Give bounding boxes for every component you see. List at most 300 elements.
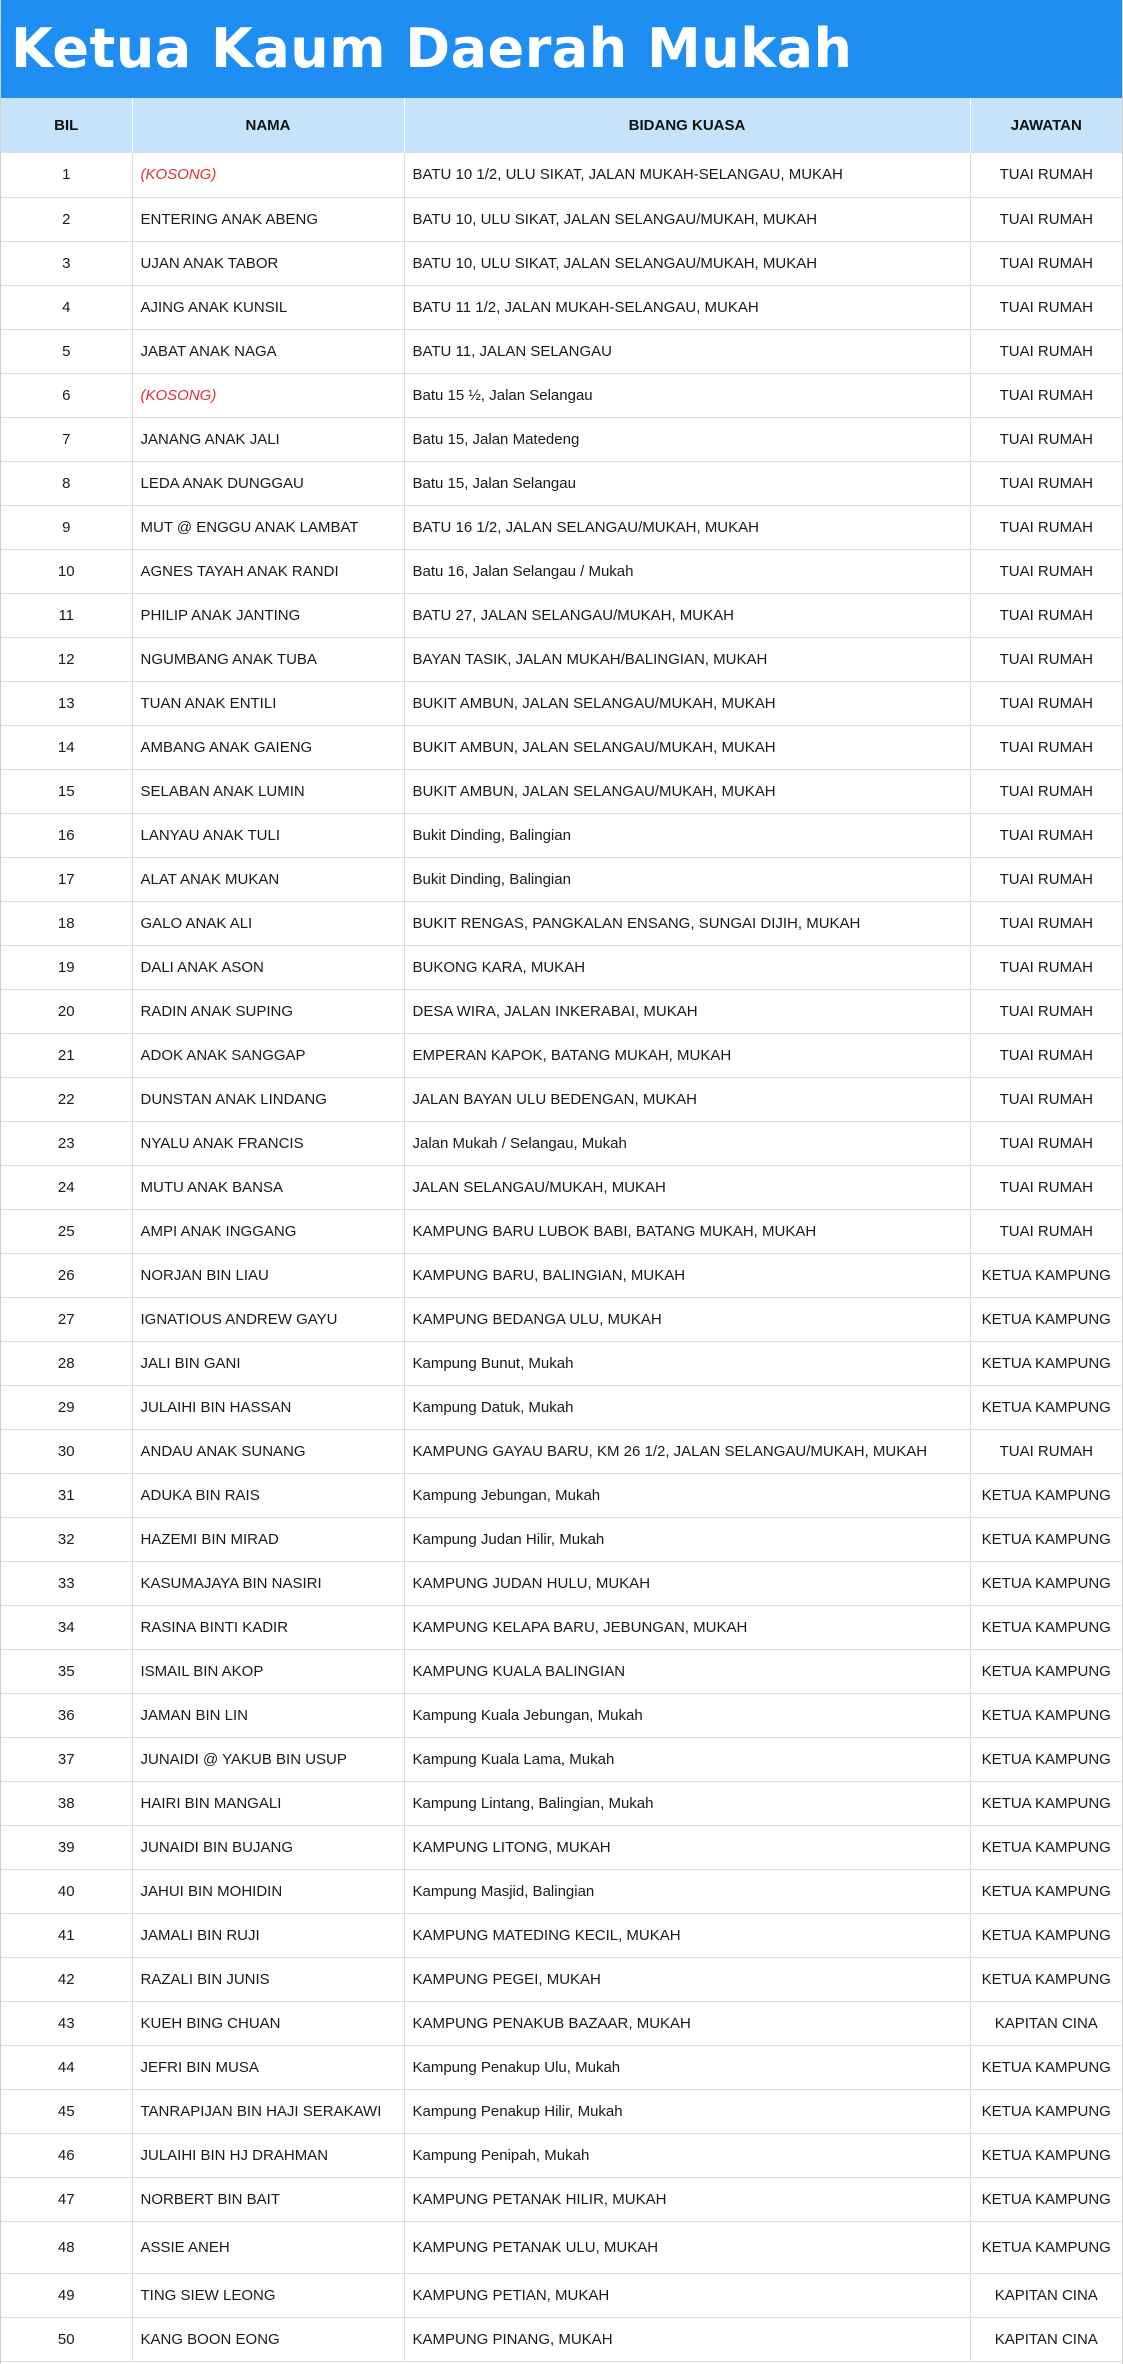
row-bil: [1, 725, 132, 769]
row-bidang-kuasa-text: KAMPUNG KUALA BALINGIAN: [412, 1662, 626, 1680]
row-jawatan-text: TUAI RUMAH: [999, 1134, 1093, 1152]
table-row: [1, 1473, 1122, 1517]
row-bil: [1, 1737, 132, 1781]
row-jawatan: [970, 2001, 1122, 2045]
row-bidang-kuasa: [404, 329, 970, 373]
row-bil-text: 33: [57, 1574, 75, 1592]
row-jawatan: [970, 725, 1122, 769]
row-bidang-kuasa-text: Kampung Kuala Lama, Mukah: [412, 1750, 615, 1768]
row-nama-text: NYALU ANAK FRANCIS: [140, 1134, 304, 1152]
row-bidang-kuasa-text: BATU 10 1/2, ULU SIKAT, JALAN MUKAH-SELANGAU, MUKAH: [412, 166, 843, 184]
table-row: [1, 769, 1122, 813]
row-bil-text: 38: [57, 1794, 75, 1812]
row-nama: [132, 1605, 404, 1649]
table-row: [1, 989, 1122, 1033]
row-bidang-kuasa: [404, 2045, 970, 2089]
row-bidang-kuasa: [404, 2317, 970, 2361]
row-bil-text: 22: [57, 1090, 75, 1108]
row-nama: [132, 2089, 404, 2133]
row-bil-text: 35: [57, 1662, 75, 1680]
row-bidang-kuasa-text: KAMPUNG PETANAK ULU, MUKAH: [412, 2238, 659, 2256]
header-row: [1, 98, 1122, 153]
row-jawatan-text: TUAI RUMAH: [999, 1002, 1093, 1020]
row-nama: [132, 2221, 404, 2273]
row-bil: [1, 1957, 132, 2001]
table-row: [1, 417, 1122, 461]
row-nama: [132, 1869, 404, 1913]
row-nama: [132, 1825, 404, 1869]
row-jawatan: [970, 505, 1122, 549]
row-jawatan-text: KETUA KAMPUNG: [981, 2238, 1111, 2256]
row-nama: [132, 153, 404, 197]
row-bidang-kuasa: [404, 1913, 970, 1957]
row-bil-text: 42: [57, 1970, 75, 1988]
row-bidang-kuasa: [404, 1957, 970, 2001]
row-jawatan-text: TUAI RUMAH: [999, 694, 1093, 712]
table-row: [1, 1737, 1122, 1781]
row-bidang-kuasa-text: BATU 10, ULU SIKAT, JALAN SELANGAU/MUKAH, MUKAH: [412, 210, 818, 228]
row-bil-text: 25: [57, 1222, 75, 1240]
row-bil: [1, 241, 132, 285]
row-jawatan: [970, 2221, 1122, 2273]
row-nama-text: DALI ANAK ASON: [140, 958, 264, 976]
row-bil-text: 26: [57, 1266, 75, 1284]
row-jawatan-text: TUAI RUMAH: [999, 342, 1093, 360]
row-jawatan-text: KAPITAN CINA: [994, 2286, 1098, 2304]
row-jawatan: [970, 1121, 1122, 1165]
row-bidang-kuasa-text: Kampung Lintang, Balingian, Mukah: [412, 1794, 654, 1812]
row-bidang-kuasa-text: Kampung Penakup Hilir, Mukah: [412, 2102, 623, 2120]
row-bidang-kuasa-text: KAMPUNG PINANG, MUKAH: [412, 2330, 613, 2348]
table-row: [1, 1033, 1122, 1077]
row-bil-text: 15: [57, 782, 75, 800]
row-bil: [1, 197, 132, 241]
row-bil-text: 39: [57, 1838, 75, 1856]
row-bil: [1, 1297, 132, 1341]
row-bil-text: 9: [62, 518, 71, 536]
row-bil: [1, 153, 132, 197]
row-nama-text: JUNAIDI @ YAKUB BIN USUP: [140, 1750, 347, 1768]
row-bil-text: 14: [57, 738, 75, 756]
row-nama: [132, 549, 404, 593]
row-nama: [132, 373, 404, 417]
row-bil-text: 30: [57, 1442, 75, 1460]
row-nama: [132, 1253, 404, 1297]
row-bidang-kuasa: [404, 2001, 970, 2045]
page-title: Ketua Kaum Daerah Mukah: [11, 17, 853, 80]
row-nama: [132, 329, 404, 373]
table-row: [1, 153, 1122, 197]
row-bidang-kuasa: [404, 2221, 970, 2273]
row-bidang-kuasa-text: Bukit Dinding, Balingian: [412, 870, 571, 888]
table-row: [1, 505, 1122, 549]
row-bidang-kuasa-text: BUKIT AMBUN, JALAN SELANGAU/MUKAH, MUKAH: [412, 694, 776, 712]
row-bil-text: 16: [57, 826, 75, 844]
table-row: [1, 1913, 1122, 1957]
row-jawatan: [970, 637, 1122, 681]
row-nama: [132, 1077, 404, 1121]
row-nama: [132, 1561, 404, 1605]
row-bidang-kuasa: [404, 1561, 970, 1605]
row-bil-text: 46: [57, 2146, 75, 2164]
row-nama-text: TING SIEW LEONG: [140, 2286, 276, 2304]
row-bidang-kuasa: [404, 1517, 970, 1561]
row-bil-text: 24: [57, 1178, 75, 1196]
row-bil: [1, 1605, 132, 1649]
row-nama-text: JALI BIN GANI: [140, 1354, 241, 1372]
row-nama-text: ISMAIL BIN AKOP: [140, 1662, 264, 1680]
row-bidang-kuasa-text: KAMPUNG PETANAK HILIR, MUKAH: [412, 2190, 667, 2208]
row-bidang-kuasa: [404, 1869, 970, 1913]
row-bil: [1, 1913, 132, 1957]
row-jawatan: [970, 1781, 1122, 1825]
row-bidang-kuasa: [404, 1209, 970, 1253]
row-jawatan-text: TUAI RUMAH: [999, 518, 1093, 536]
row-bil: [1, 1781, 132, 1825]
row-bil-text: 32: [57, 1530, 75, 1548]
row-nama-text: JULAIHI BIN HJ DRAHMAN: [140, 2146, 329, 2164]
row-bil-text: 27: [57, 1310, 75, 1328]
row-nama: [132, 461, 404, 505]
table-row: [1, 725, 1122, 769]
row-bil-text: 4: [62, 298, 71, 316]
row-jawatan-text: TUAI RUMAH: [999, 958, 1093, 976]
row-bil: [1, 681, 132, 725]
row-bil: [1, 813, 132, 857]
row-nama-text: KUEH BING CHUAN: [140, 2014, 281, 2032]
table-row: [1, 329, 1122, 373]
row-nama: [132, 813, 404, 857]
row-bil: [1, 1385, 132, 1429]
row-jawatan: [970, 461, 1122, 505]
row-jawatan: [970, 769, 1122, 813]
row-nama-text: JANANG ANAK JALI: [140, 430, 280, 448]
row-bidang-kuasa-text: Batu 15, Jalan Selangau: [412, 474, 576, 492]
row-jawatan: [970, 2045, 1122, 2089]
row-nama: [132, 945, 404, 989]
row-bidang-kuasa: [404, 681, 970, 725]
row-bidang-kuasa-text: JALAN BAYAN ULU BEDENGAN, MUKAH: [412, 1090, 698, 1108]
row-nama: [132, 285, 404, 329]
row-jawatan-text: KETUA KAMPUNG: [981, 1882, 1111, 1900]
row-bidang-kuasa: [404, 2133, 970, 2177]
leaders-table: [1, 98, 1122, 2362]
table-row: [1, 1077, 1122, 1121]
row-jawatan: [970, 417, 1122, 461]
row-bidang-kuasa: [404, 241, 970, 285]
row-jawatan: [970, 1869, 1122, 1913]
row-bil-text: 23: [57, 1134, 75, 1152]
row-nama-text: ADOK ANAK SANGGAP: [140, 1046, 306, 1064]
row-jawatan-text: KETUA KAMPUNG: [981, 1970, 1111, 1988]
row-bidang-kuasa: [404, 1385, 970, 1429]
row-bidang-kuasa-text: Jalan Mukah / Selangau, Mukah: [412, 1134, 627, 1152]
row-jawatan: [970, 945, 1122, 989]
table-row: [1, 1869, 1122, 1913]
row-bidang-kuasa-text: KAMPUNG JUDAN HULU, MUKAH: [412, 1574, 651, 1592]
row-nama: [132, 1473, 404, 1517]
row-bidang-kuasa: [404, 1825, 970, 1869]
row-nama: [132, 857, 404, 901]
row-bidang-kuasa: [404, 373, 970, 417]
row-nama: [132, 901, 404, 945]
row-jawatan: [970, 1165, 1122, 1209]
row-bidang-kuasa-text: KAMPUNG BEDANGA ULU, MUKAH: [412, 1310, 662, 1328]
row-nama-text: JAMAN BIN LIN: [140, 1706, 249, 1724]
row-nama-text: (KOSONG): [140, 166, 217, 184]
row-jawatan: [970, 1649, 1122, 1693]
row-bil-text: 44: [57, 2058, 75, 2076]
row-bil: [1, 1869, 132, 1913]
row-nama: [132, 1341, 404, 1385]
row-nama: [132, 2045, 404, 2089]
row-nama: [132, 1649, 404, 1693]
header-bil: BIL: [1, 98, 132, 153]
row-nama-text: ASSIE ANEH: [140, 2238, 230, 2256]
row-nama: [132, 2001, 404, 2045]
row-bil: [1, 1165, 132, 1209]
row-jawatan: [970, 901, 1122, 945]
row-bil-text: 8: [62, 474, 71, 492]
row-jawatan: [970, 241, 1122, 285]
row-nama-text: RASINA BINTI KADIR: [140, 1618, 289, 1636]
row-jawatan-text: TUAI RUMAH: [999, 386, 1093, 404]
row-jawatan: [970, 197, 1122, 241]
row-jawatan: [970, 1033, 1122, 1077]
row-jawatan-text: KETUA KAMPUNG: [981, 1618, 1111, 1636]
row-jawatan-text: KETUA KAMPUNG: [981, 1310, 1111, 1328]
row-jawatan: [970, 1913, 1122, 1957]
row-bidang-kuasa: [404, 901, 970, 945]
row-bil: [1, 1561, 132, 1605]
row-nama: [132, 1781, 404, 1825]
table-row: [1, 241, 1122, 285]
row-nama: [132, 505, 404, 549]
row-bil: [1, 373, 132, 417]
row-jawatan-text: TUAI RUMAH: [999, 782, 1093, 800]
row-bil: [1, 2177, 132, 2221]
row-bil: [1, 945, 132, 989]
row-bidang-kuasa: [404, 1649, 970, 1693]
title-bar: [1, 0, 1122, 98]
row-nama-text: AMPI ANAK INGGANG: [140, 1222, 297, 1240]
row-jawatan: [970, 285, 1122, 329]
row-bil: [1, 901, 132, 945]
row-nama-text: JAMALI BIN RUJI: [140, 1926, 260, 1944]
table-row: [1, 637, 1122, 681]
row-jawatan-text: TUAI RUMAH: [999, 1222, 1093, 1240]
row-bil-text: 20: [57, 1002, 75, 1020]
row-bidang-kuasa-text: KAMPUNG PETIAN, MUKAH: [412, 2286, 610, 2304]
row-jawatan: [970, 681, 1122, 725]
row-jawatan-text: KETUA KAMPUNG: [981, 1706, 1111, 1724]
row-bidang-kuasa-text: DESA WIRA, JALAN INKERABAI, MUKAH: [412, 1002, 698, 1020]
row-jawatan: [970, 1825, 1122, 1869]
row-bidang-kuasa: [404, 769, 970, 813]
row-bidang-kuasa: [404, 1693, 970, 1737]
row-nama: [132, 1429, 404, 1473]
row-bil-text: 43: [57, 2014, 75, 2032]
row-jawatan-text: KAPITAN CINA: [994, 2330, 1098, 2348]
row-nama: [132, 197, 404, 241]
row-nama-text: NGUMBANG ANAK TUBA: [140, 650, 317, 668]
row-jawatan: [970, 2273, 1122, 2317]
row-jawatan: [970, 373, 1122, 417]
row-bidang-kuasa: [404, 1165, 970, 1209]
row-nama: [132, 1957, 404, 2001]
row-jawatan-text: TUAI RUMAH: [999, 738, 1093, 756]
row-bil: [1, 2273, 132, 2317]
row-bil: [1, 1253, 132, 1297]
row-bidang-kuasa-text: Bukit Dinding, Balingian: [412, 826, 571, 844]
row-nama: [132, 1297, 404, 1341]
row-bidang-kuasa-text: Kampung Kuala Jebungan, Mukah: [412, 1706, 643, 1724]
row-nama: [132, 2317, 404, 2361]
row-bil-text: 47: [57, 2190, 75, 2208]
row-bil-text: 28: [57, 1354, 75, 1372]
row-jawatan-text: KETUA KAMPUNG: [981, 2102, 1111, 2120]
row-nama-text: JEFRI BIN MUSA: [140, 2058, 259, 2076]
row-bidang-kuasa-text: BUKIT AMBUN, JALAN SELANGAU/MUKAH, MUKAH: [412, 782, 776, 800]
row-nama: [132, 1121, 404, 1165]
row-nama: [132, 725, 404, 769]
row-nama: [132, 1913, 404, 1957]
row-nama-text: (KOSONG): [140, 386, 217, 404]
row-jawatan-text: TUAI RUMAH: [999, 166, 1093, 184]
row-bidang-kuasa-text: Kampung Datuk, Mukah: [412, 1398, 574, 1416]
row-bidang-kuasa-text: Kampung Penakup Ulu, Mukah: [412, 2058, 621, 2076]
row-bidang-kuasa: [404, 945, 970, 989]
row-bil-text: 21: [57, 1046, 75, 1064]
row-bil-text: 12: [57, 650, 75, 668]
table-row: [1, 461, 1122, 505]
row-bidang-kuasa: [404, 1253, 970, 1297]
row-bil-text: 50: [57, 2330, 75, 2348]
row-bil-text: 1: [62, 166, 71, 184]
row-bil-text: 49: [57, 2286, 75, 2304]
row-bidang-kuasa: [404, 505, 970, 549]
row-bil-text: 36: [57, 1706, 75, 1724]
row-bidang-kuasa: [404, 1121, 970, 1165]
row-jawatan-text: TUAI RUMAH: [999, 870, 1093, 888]
row-bidang-kuasa: [404, 417, 970, 461]
row-bidang-kuasa: [404, 1429, 970, 1473]
table-body: [1, 153, 1122, 2361]
row-nama-text: KASUMAJAYA BIN NASIRI: [140, 1574, 322, 1592]
row-bil-text: 11: [58, 606, 75, 624]
row-bil-text: 40: [57, 1882, 75, 1900]
row-nama: [132, 1385, 404, 1429]
row-nama-text: GALO ANAK ALI: [140, 914, 253, 932]
row-bidang-kuasa-text: Kampung Penipah, Mukah: [412, 2146, 590, 2164]
row-nama: [132, 2273, 404, 2317]
row-bil: [1, 461, 132, 505]
row-jawatan: [970, 1341, 1122, 1385]
table-row: [1, 1429, 1122, 1473]
row-nama: [132, 2177, 404, 2221]
row-bidang-kuasa-text: JALAN SELANGAU/MUKAH, MUKAH: [412, 1178, 666, 1196]
row-jawatan: [970, 329, 1122, 373]
row-nama-text: ALAT ANAK MUKAN: [140, 870, 280, 888]
row-nama-text: AGNES TAYAH ANAK RANDI: [140, 562, 339, 580]
table-header: [1, 98, 1122, 153]
row-bil: [1, 2045, 132, 2089]
row-bil-text: 34: [57, 1618, 75, 1636]
row-jawatan-text: TUAI RUMAH: [999, 1090, 1093, 1108]
table-row: [1, 1297, 1122, 1341]
row-bidang-kuasa: [404, 285, 970, 329]
row-bidang-kuasa-text: Kampung Masjid, Balingian: [412, 1882, 595, 1900]
row-bil: [1, 593, 132, 637]
row-bil: [1, 505, 132, 549]
row-nama-text: NORJAN BIN LIAU: [140, 1266, 269, 1284]
row-bil-text: 37: [57, 1750, 75, 1768]
row-bil-text: 19: [57, 958, 75, 976]
row-nama: [132, 1737, 404, 1781]
row-nama-text: JAHUI BIN MOHIDIN: [140, 1882, 283, 1900]
row-bil-text: 5: [62, 342, 71, 360]
row-jawatan-text: TUAI RUMAH: [999, 562, 1093, 580]
row-bidang-kuasa: [404, 153, 970, 197]
row-nama-text: ANDAU ANAK SUNANG: [140, 1442, 306, 1460]
row-nama: [132, 1209, 404, 1253]
row-bil-text: 10: [57, 562, 75, 580]
table-row: [1, 2177, 1122, 2221]
row-jawatan-text: TUAI RUMAH: [999, 298, 1093, 316]
table-row: [1, 1825, 1122, 1869]
row-bil-text: 2: [62, 210, 71, 228]
row-bidang-kuasa: [404, 813, 970, 857]
row-jawatan-text: TUAI RUMAH: [999, 474, 1093, 492]
row-bidang-kuasa: [404, 593, 970, 637]
row-nama-text: LEDA ANAK DUNGGAU: [140, 474, 304, 492]
row-bil-text: 45: [57, 2102, 75, 2120]
row-bil: [1, 1473, 132, 1517]
row-jawatan-text: TUAI RUMAH: [999, 1442, 1093, 1460]
row-bil-text: 18: [57, 914, 75, 932]
table-row: [1, 1165, 1122, 1209]
table-row: [1, 2221, 1122, 2273]
row-nama-text: RAZALI BIN JUNIS: [140, 1970, 270, 1988]
row-bidang-kuasa: [404, 637, 970, 681]
row-jawatan: [970, 1605, 1122, 1649]
row-jawatan: [970, 1209, 1122, 1253]
row-bidang-kuasa-text: BAYAN TASIK, JALAN MUKAH/BALINGIAN, MUKAH: [412, 650, 768, 668]
row-jawatan-text: TUAI RUMAH: [999, 1046, 1093, 1064]
table-row: [1, 285, 1122, 329]
row-bil: [1, 769, 132, 813]
row-nama-text: NORBERT BIN BAIT: [140, 2190, 280, 2208]
table-row: [1, 2133, 1122, 2177]
table-row: [1, 945, 1122, 989]
row-nama-text: JULAIHI BIN HASSAN: [140, 1398, 292, 1416]
row-nama-text: PHILIP ANAK JANTING: [140, 606, 301, 624]
row-bil-text: 13: [57, 694, 75, 712]
table-row: [1, 1253, 1122, 1297]
row-nama-text: DUNSTAN ANAK LINDANG: [140, 1090, 327, 1108]
row-bidang-kuasa-text: EMPERAN KAPOK, BATANG MUKAH, MUKAH: [412, 1046, 732, 1064]
row-jawatan-text: KETUA KAMPUNG: [981, 1926, 1111, 1944]
row-bidang-kuasa-text: BUKONG KARA, MUKAH: [412, 958, 586, 976]
row-bil: [1, 329, 132, 373]
row-bidang-kuasa-text: BATU 27, JALAN SELANGAU/MUKAH, MUKAH: [412, 606, 734, 624]
row-bidang-kuasa: [404, 1077, 970, 1121]
row-jawatan: [970, 989, 1122, 1033]
row-jawatan: [970, 1297, 1122, 1341]
row-bidang-kuasa: [404, 725, 970, 769]
row-bidang-kuasa: [404, 2177, 970, 2221]
row-bidang-kuasa-text: KAMPUNG KELAPA BARU, JEBUNGAN, MUKAH: [412, 1618, 748, 1636]
